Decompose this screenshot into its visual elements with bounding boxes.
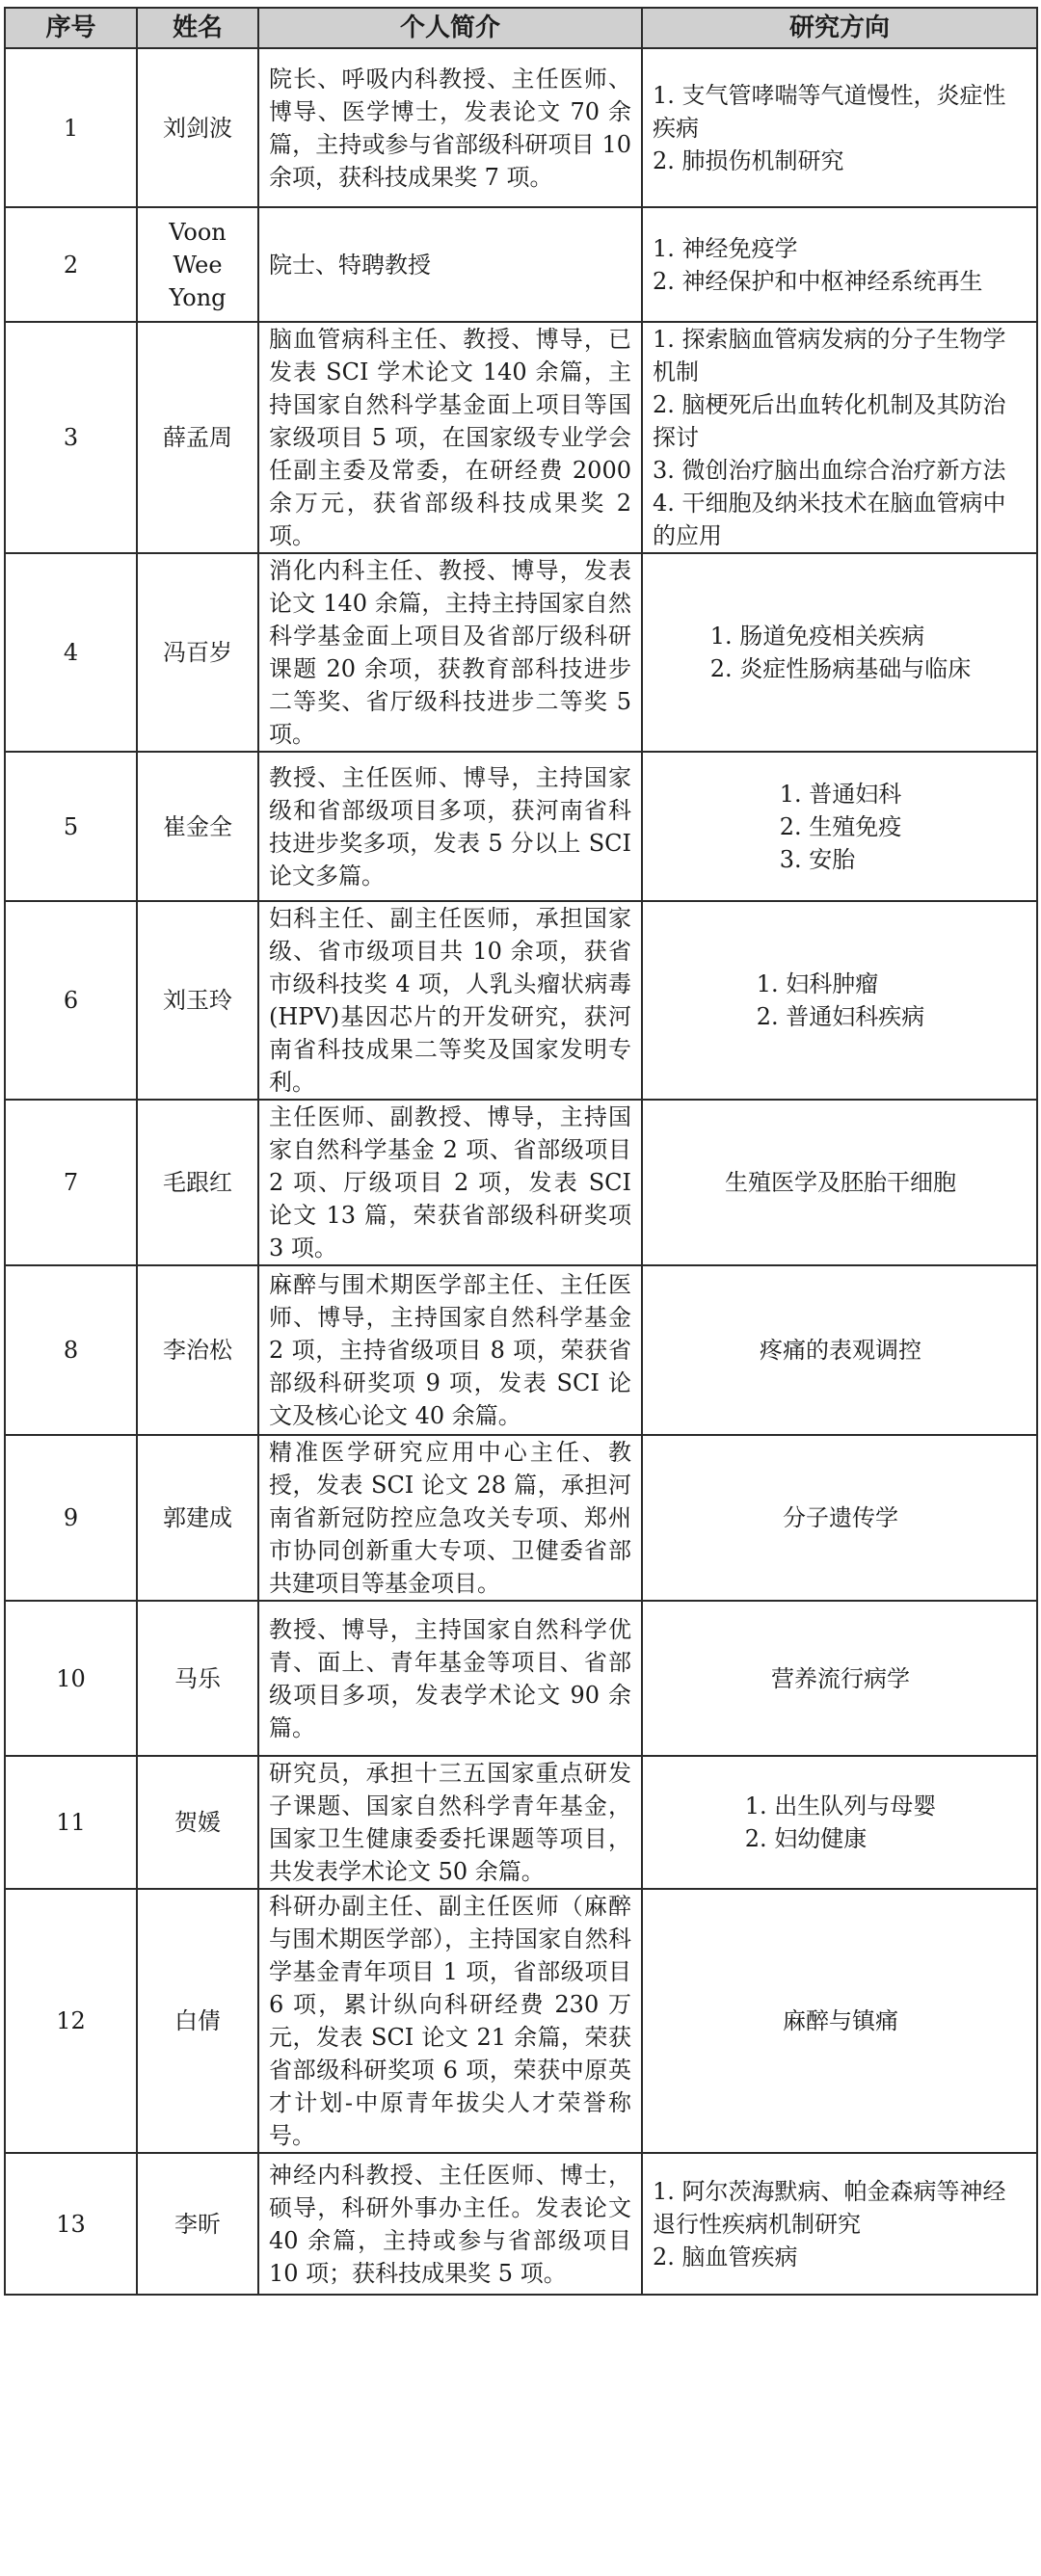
research-item: 1. 妇科肿瘤 bbox=[756, 970, 879, 997]
research-list bbox=[710, 620, 972, 685]
person-name: 马乐 bbox=[174, 1664, 221, 1692]
row-research bbox=[642, 1601, 1037, 1756]
row-name bbox=[137, 752, 258, 901]
row-intro: 院长、呼吸内科教授、主任医师、博导、医学博士，发表论文 70 余篇，主持或参与省部级科研项目 10 余项，获科技成果奖 7 项。 bbox=[258, 48, 642, 207]
row-intro: 主任医师、副教授、博导，主持国家自然科学基金 2 项、省部级项目 2 项、厅级项目 2 项，发表 SCI 论文 13 篇，荣获省部级科研奖项 3 项。 bbox=[258, 1100, 642, 1265]
person-name: 毛跟红 bbox=[163, 1169, 232, 1196]
row-name bbox=[137, 1435, 258, 1601]
table-row bbox=[5, 2153, 1037, 2295]
table-row bbox=[5, 1756, 1037, 1889]
row-research bbox=[642, 1100, 1037, 1265]
row-index: 5 bbox=[5, 752, 137, 901]
research-item: 1. 探索脑血管病发病的分子生物学机制 bbox=[653, 326, 1006, 385]
row-research bbox=[642, 2153, 1037, 2295]
row-name bbox=[137, 1601, 258, 1756]
row-index: 8 bbox=[5, 1265, 137, 1435]
research-item: 分子遗传学 bbox=[783, 1504, 898, 1531]
research-list bbox=[771, 1662, 910, 1695]
row-index: 10 bbox=[5, 1601, 137, 1756]
table-row bbox=[5, 1889, 1037, 2153]
research-item: 1. 支气管哮喘等气道慢性，炎症性疾病 bbox=[653, 81, 1006, 142]
research-item: 2. 神经保护和中枢神经系统再生 bbox=[653, 267, 983, 295]
row-name bbox=[137, 901, 258, 1100]
row-intro: 消化内科主任、教授、博导，发表论文 140 余篇，主持主持国家自然科学基金面上项目及省部厅级科研课题 20 余项，获教育部科技进步二等奖、省厅级科技进步二等奖 5 项。 bbox=[258, 553, 642, 752]
research-item: 2. 生殖免疫 bbox=[779, 812, 902, 840]
table-row bbox=[5, 752, 1037, 901]
research-list bbox=[653, 2175, 1028, 2273]
row-name bbox=[137, 1889, 258, 2153]
research-item: 3. 安胎 bbox=[779, 845, 856, 873]
row-index: 2 bbox=[5, 207, 137, 322]
row-name bbox=[137, 322, 258, 553]
table-row bbox=[5, 1435, 1037, 1601]
row-research bbox=[642, 1889, 1037, 2153]
research-list bbox=[760, 1334, 921, 1367]
researcher-table bbox=[4, 7, 1038, 2296]
row-index: 6 bbox=[5, 901, 137, 1100]
research-list bbox=[653, 323, 1028, 552]
row-name bbox=[137, 1265, 258, 1435]
row-research bbox=[642, 1435, 1037, 1601]
table-header-row bbox=[5, 8, 1037, 48]
research-item: 1. 出生队列与母婴 bbox=[744, 1793, 937, 1819]
research-item: 4. 干细胞及纳米技术在脑血管病中的应用 bbox=[653, 490, 1006, 549]
row-research bbox=[642, 322, 1037, 553]
row-name bbox=[137, 1756, 258, 1889]
research-list bbox=[725, 1166, 956, 1199]
row-index: 3 bbox=[5, 322, 137, 553]
research-item: 2. 肺损伤机制研究 bbox=[653, 146, 844, 174]
research-item: 1. 阿尔茨海默病、帕金森病等神经退行性疾病机制研究 bbox=[653, 2177, 1006, 2238]
table-row bbox=[5, 322, 1037, 553]
header-name: 姓名 bbox=[137, 8, 258, 48]
research-item: 生殖医学及胚胎干细胞 bbox=[725, 1169, 956, 1196]
person-name: 白倩 bbox=[174, 2007, 221, 2034]
row-intro: 院士、特聘教授 bbox=[258, 207, 642, 322]
row-research bbox=[642, 752, 1037, 901]
table-row bbox=[5, 1100, 1037, 1265]
row-research bbox=[642, 48, 1037, 207]
research-item: 疼痛的表观调控 bbox=[760, 1337, 921, 1364]
research-list bbox=[783, 1501, 898, 1534]
row-intro: 麻醉与围术期医学部主任、主任医师、博导，主持国家自然科学基金 2 项，主持省级项目 8 项，荣获省部级科研奖项 9 项，发表 SCI 论文及核心论文 40 余篇。 bbox=[258, 1265, 642, 1435]
person-name: Voon Wee Yong bbox=[169, 218, 227, 311]
row-index: 11 bbox=[5, 1756, 137, 1889]
table-row bbox=[5, 901, 1037, 1100]
row-index: 7 bbox=[5, 1100, 137, 1265]
research-item: 2. 脑血管疾病 bbox=[653, 2243, 798, 2271]
research-list bbox=[653, 79, 1028, 177]
person-name: 薛孟周 bbox=[163, 424, 232, 451]
research-item: 1. 肠道免疫相关疾病 bbox=[709, 623, 925, 650]
row-intro: 科研办副主任、副主任医师（麻醉与围术期医学部），主持国家自然科学基金青年项目 1 项，省部级项目 6 项，累计纵向科研经费 230 万元，发表 SCI 论文 21 余篇，荣获省部级科研奖项 6 项，荣获中原英才计划-中原青年拔尖人才荣誉称号。 bbox=[258, 1889, 642, 2153]
person-name: 贺媛 bbox=[174, 1809, 221, 1836]
table-row bbox=[5, 48, 1037, 207]
row-name bbox=[137, 207, 258, 322]
header-research: 研究方向 bbox=[642, 8, 1037, 48]
row-name bbox=[137, 48, 258, 207]
research-item: 2. 普通妇科疾病 bbox=[756, 1003, 925, 1030]
row-index: 13 bbox=[5, 2153, 137, 2295]
row-index: 9 bbox=[5, 1435, 137, 1601]
person-name: 冯百岁 bbox=[163, 639, 232, 666]
research-list bbox=[780, 778, 902, 876]
person-name: 刘剑波 bbox=[163, 114, 232, 142]
person-name: 刘玉玲 bbox=[163, 987, 232, 1014]
row-index: 12 bbox=[5, 1889, 137, 2153]
row-intro: 妇科主任、副主任医师，承担国家级、省市级项目共 10 余项，获省市级科技奖 4 项，人乳头瘤状病毒(HPV)基因芯片的开发研究，获河南省科技成果二等奖及国家发明专利。 bbox=[258, 901, 642, 1100]
table-row bbox=[5, 207, 1037, 322]
row-intro: 神经内科教授、主任医师、博士，硕导，科研外事办主任。发表论文 40 余篇，主持或参与省部级项目 10 项；获科技成果奖 5 项。 bbox=[258, 2153, 642, 2295]
row-name bbox=[137, 1100, 258, 1265]
row-research bbox=[642, 901, 1037, 1100]
person-name: 崔金全 bbox=[163, 812, 232, 840]
research-item: 1. 神经免疫学 bbox=[653, 234, 798, 262]
row-research bbox=[642, 553, 1037, 752]
research-list bbox=[757, 968, 925, 1033]
research-item: 1. 普通妇科 bbox=[779, 780, 902, 808]
research-list bbox=[745, 1790, 937, 1855]
row-research bbox=[642, 1265, 1037, 1435]
row-index: 1 bbox=[5, 48, 137, 207]
row-intro: 教授、主任医师、博导，主持国家级和省部级项目多项，获河南省科技进步奖多项，发表 5 分以上 SCI 论文多篇。 bbox=[258, 752, 642, 901]
row-research bbox=[642, 207, 1037, 322]
research-list bbox=[653, 232, 1028, 298]
research-item: 2. 妇幼健康 bbox=[744, 1825, 868, 1852]
table-row bbox=[5, 1601, 1037, 1756]
row-name bbox=[137, 2153, 258, 2295]
header-index: 序号 bbox=[5, 8, 137, 48]
person-name: 李治松 bbox=[163, 1337, 232, 1364]
research-item: 2. 炎症性肠病基础与临床 bbox=[709, 655, 972, 682]
person-name: 郭建成 bbox=[163, 1504, 232, 1531]
research-item: 2. 脑梗死后出血转化机制及其防治探讨 bbox=[653, 391, 1006, 451]
table-row bbox=[5, 1265, 1037, 1435]
research-item: 麻醉与镇痛 bbox=[783, 2007, 898, 2034]
row-index: 4 bbox=[5, 553, 137, 752]
header-intro: 个人简介 bbox=[258, 8, 642, 48]
person-name: 李昕 bbox=[174, 2210, 221, 2238]
row-name bbox=[137, 553, 258, 752]
row-intro: 脑血管病科主任、教授、博导，已发表 SCI 学术论文 140 余篇，主持国家自然科学基金面上项目等国家级项目 5 项，在国家级专业学会任副主委及常委，在研经费 2000 余万元，获省部级科技成果奖 2 项。 bbox=[258, 322, 642, 553]
row-research bbox=[642, 1756, 1037, 1889]
table-row bbox=[5, 553, 1037, 752]
research-list bbox=[783, 2005, 898, 2037]
research-item: 营养流行病学 bbox=[771, 1664, 910, 1692]
row-intro: 精准医学研究应用中心主任、教授，发表 SCI 论文 28 篇，承担河南省新冠防控应急攻关专项、郑州市协同创新重大专项、卫健委省部共建项目等基金项目。 bbox=[258, 1435, 642, 1601]
row-intro: 研究员，承担十三五国家重点研发子课题、国家自然科学青年基金，国家卫生健康委委托课题等项目，共发表学术论文 50 余篇。 bbox=[258, 1756, 642, 1889]
row-intro: 教授、博导，主持国家自然科学优青、面上、青年基金等项目、省部级项目多项，发表学术论文 90 余篇。 bbox=[258, 1601, 642, 1756]
research-item: 3. 微创治疗脑出血综合治疗新方法 bbox=[653, 457, 1006, 484]
